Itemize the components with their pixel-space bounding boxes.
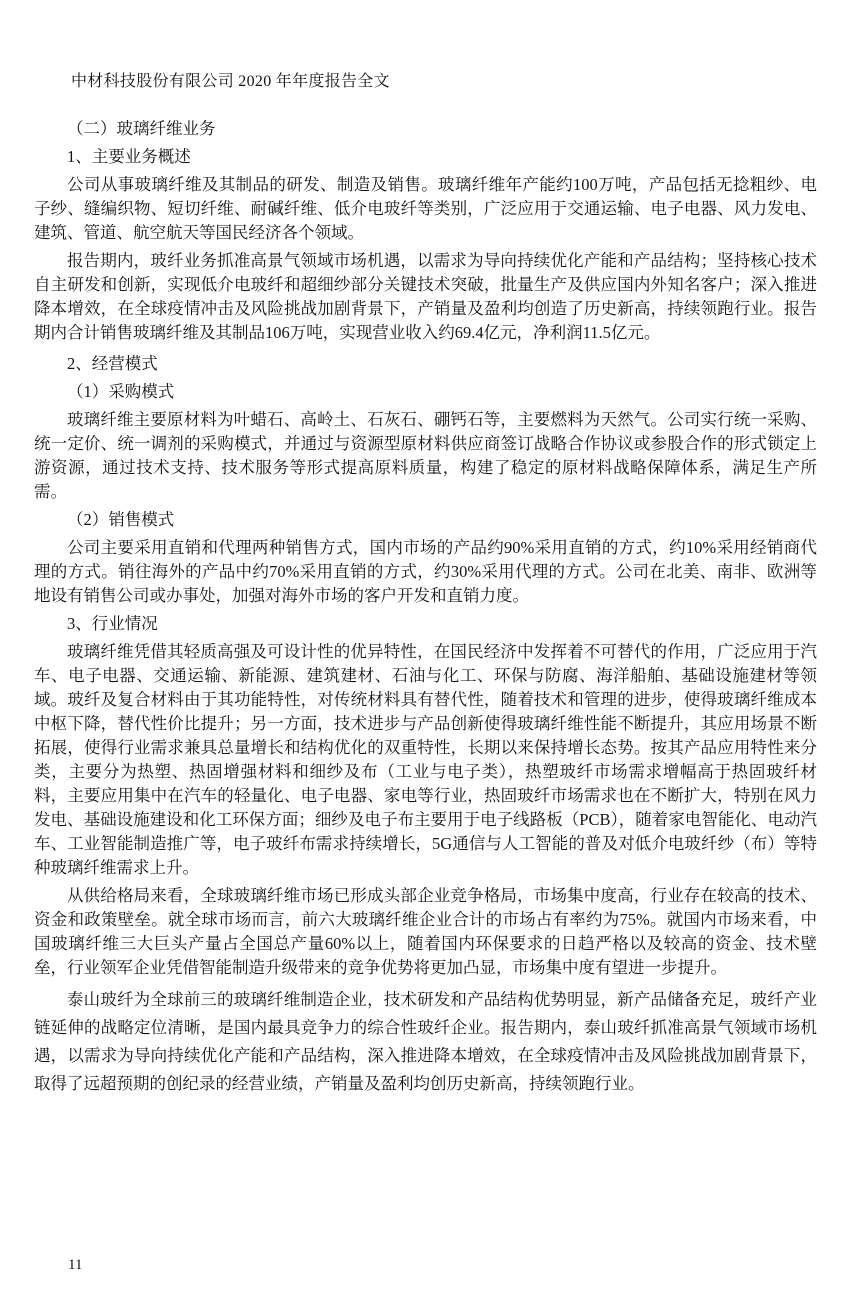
heading-industry-overview: 3、行业情况 — [67, 614, 158, 633]
document-header-title: 中材科技股份有限公司 2020 年年度报告全文 — [71, 73, 390, 90]
section-heading-glass-fiber-business: （二）玻璃纤维业务 — [67, 119, 216, 138]
heading-main-business-overview: 1、主要业务概述 — [67, 147, 191, 166]
heading-sales-model: （2）销售模式 — [67, 510, 175, 529]
para-industry-demand: 玻璃纤维凭借其轻质高强及可设计性的优异特性，在国民经济中发挥着不可替代的作用，广泛应用于汽车、电子电器、交通运输、新能源、建筑建材、石油与化工、环保与防腐、海洋船舶、基础设施建材等领域。玻纤及复合材料由于其功能特性，对传统材料具有替代性，随着技术和管理的进步，使得玻璃纤维成本中枢下降，替代性价比提升；另一方面，技术进步与产品创新使得玻璃纤维性能不断提升，其应用场景不断拓展，使得行业需求兼具总量增长和结构优化的双重特性，长期以来保持增长态势。按其产品应用特性来分类，主要分为热塑、热固增强材料和细纱及布（工业与电子类），热塑玻纤市场需求增幅高于热固玻纤材料，主要应用集中在汽车的轻量化、电子电器、家电等行业，热固玻纤市场需求也在不断扩大，特别在风力发电、基础设施建设和化工环保方面；细纱及电子布主要用于电子线路板（PCB），随着家电智能化、电动汽车、工业智能制造推广等，电子玻纤布需求持续增长，5G通信与人工智能的普及对低介电玻纤纱（布）等特种玻璃纤维需求上升。 — [34, 642, 817, 877]
heading-operating-model: 2、经营模式 — [67, 354, 158, 373]
para-sales-model: 公司主要采用直销和代理两种销售方式，国内市场的产品约90%采用直销的方式，约10%采用经销商代理的方式。销往海外的产品中约70%采用直销的方式，约30%采用代理的方式。公司在北美、南非、欧洲等地设有销售公司或办事处，加强对海外市场的客户开发和直销力度。 — [34, 538, 817, 605]
para-business-overview: 公司从事玻璃纤维及其制品的研发、制造及销售。玻璃纤维年产能约100万吨，产品包括无捻粗纱、电子纱、缝编织物、短切纤维、耐碱纤维、低介电玻纤等类别，广泛应用于交通运输、电子电器、风力发电、建筑、管道、航空航天等国民经济各个领域。 — [34, 175, 817, 242]
para-supply-landscape: 从供给格局来看，全球玻璃纤维市场已形成头部企业竞争格局，市场集中度高，行业存在较高的技术、资金和政策壁垒。就全球市场而言，前六大玻璃纤维企业合计的市场占有率约为75%。就国内市场来看，中国玻璃纤维三大巨头产量占全国总产量60%以上，随着国内环保要求的日趋严格以及较高的资金、技术壁垒，行业领军企业凭借智能制造升级带来的竞争优势将更加凸显，市场集中度有望进一步提升。 — [34, 886, 817, 977]
page-number: 11 — [68, 1257, 83, 1273]
heading-procurement-model: （1）采购模式 — [67, 382, 175, 401]
para-taishan-fiberglass: 泰山玻纤为全球前三的玻璃纤维制造企业，技术研发和产品结构优势明显，新产品储备充足，玻纤产业链延伸的战略定位清晰，是国内最具竞争力的综合性玻纤企业。报告期内，泰山玻纤抓准高景气领域市场机遇，以需求为导向持续优化产能和产品结构，深入推进降本增效，在全球疫情冲击及风险挑战加剧背景下，取得了远超预期的创纪录的经营业绩，产销量及盈利均创历史新高，持续领跑行业。 — [34, 990, 817, 1093]
para-procurement-model: 玻璃纤维主要原材料为叶蜡石、高岭土、石灰石、硼钙石等，主要燃料为天然气。公司实行统一采购、统一定价、统一调剂的采购模式，并通过与资源型原材料供应商签订战略合作协议或参股合作的形式锁定上游资源，通过技术支持、技术服务等形式提高原料质量，构建了稳定的原材料战略保障体系，满足生产所需。 — [34, 410, 817, 501]
document-body — [34, 113, 817, 1102]
para-reporting-period-results: 报告期内，玻纤业务抓准高景气领域市场机遇，以需求为导向持续优化产能和产品结构；坚持核心技术自主研发和创新，实现低介电玻纤和超细纱部分关键技术突破，批量生产及供应国内外知名客户；深入推进降本增效，在全球疫情冲击及风险挑战加剧背景下，产销量及盈利均创造了历史新高，持续领跑行业。报告期内合计销售玻璃纤维及其制品106万吨，实现营业收入约69.4亿元，净利润11.5亿元。 — [34, 251, 817, 342]
